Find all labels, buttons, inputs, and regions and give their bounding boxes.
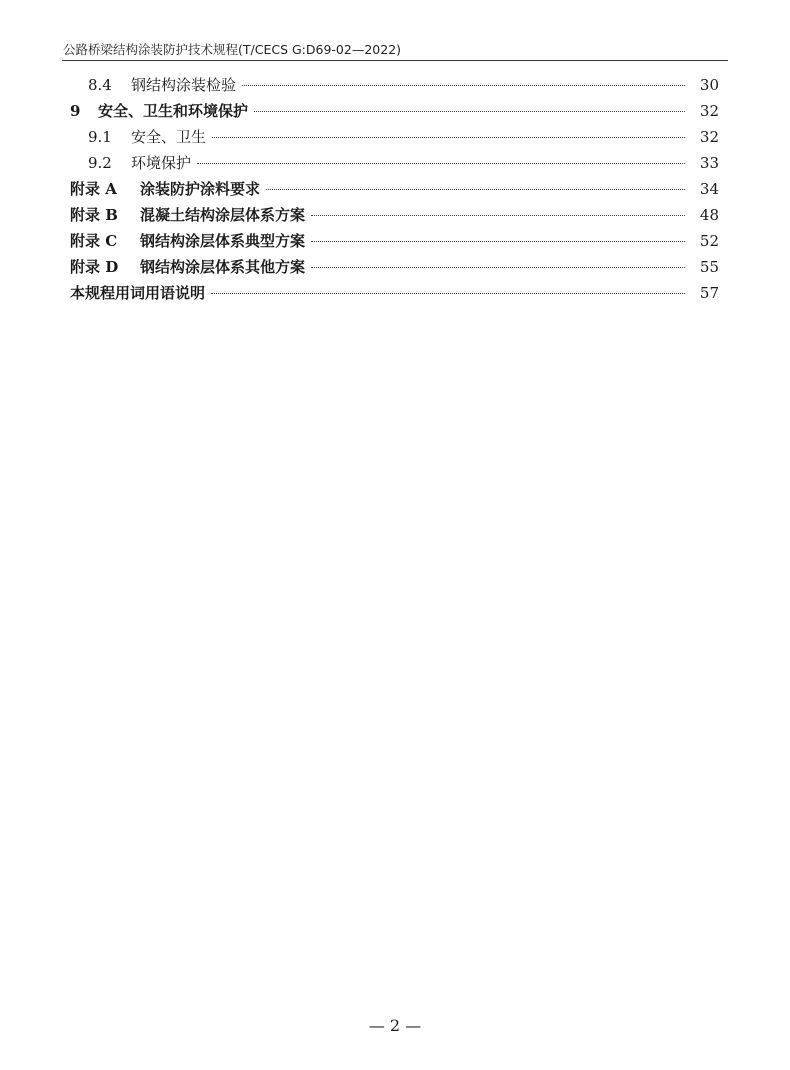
dot-leader: [211, 293, 685, 294]
toc-entry-title: 环境保护: [131, 154, 192, 172]
toc-entry-number: 附录 B: [70, 206, 118, 224]
toc-entry-appendix-b[interactable]: [0, 204, 790, 229]
toc-entry-title: 钢结构涂层体系其他方案: [140, 258, 306, 276]
toc-entry-number: 附录 D: [70, 258, 119, 276]
toc-entry-appendix-d[interactable]: [0, 256, 790, 281]
toc-entry-title: 涂装防护涂料要求: [140, 180, 261, 198]
toc-entry-appendix-c[interactable]: [0, 230, 790, 255]
dot-leader: [266, 189, 685, 190]
toc-entry-appendix-a[interactable]: [0, 178, 790, 203]
dot-leader: [242, 85, 685, 86]
toc-entry-page: 34: [699, 180, 719, 198]
toc-entry-number: 9.1: [88, 128, 112, 146]
dot-leader: [254, 111, 685, 112]
toc-entry-title: 本规程用词用语说明: [70, 284, 206, 302]
dot-leader: [311, 215, 685, 216]
toc-entry-title: 混凝土结构涂层体系方案: [140, 206, 306, 224]
header-rule: [62, 60, 728, 61]
toc-entry-title: 钢结构涂层体系典型方案: [140, 232, 306, 250]
toc-entry-8-4[interactable]: [0, 74, 790, 99]
toc-entry-page: 30: [699, 76, 719, 94]
toc-entry-page: 48: [699, 206, 719, 224]
running-header: 公路桥梁结构涂装防护技术规程(T/CECS G:D69-02—2022): [63, 42, 402, 57]
toc-entry-number: 9.2: [88, 154, 112, 172]
toc-entry-page: 52: [699, 232, 719, 250]
toc-entry-number: 附录 A: [70, 180, 117, 198]
toc-entry-number: 8.4: [88, 76, 112, 94]
dot-leader: [197, 163, 685, 164]
toc-entry-page: 55: [699, 258, 719, 276]
toc-entry-title: 安全、卫生: [131, 128, 207, 146]
toc-entry-terms-explanation[interactable]: [0, 282, 790, 307]
toc-entry-title: 钢结构涂装检验: [131, 76, 237, 94]
toc-entry-9-1[interactable]: [0, 126, 790, 151]
toc-entry-number: 附录 C: [70, 232, 118, 250]
toc-entry-9-2[interactable]: [0, 152, 790, 177]
toc-entry-9[interactable]: [0, 100, 790, 125]
page-number: — 2 —: [368, 1016, 422, 1035]
dot-leader: [311, 267, 685, 268]
toc-entry-title: 安全、卫生和环境保护: [98, 102, 249, 120]
dot-leader: [311, 241, 685, 242]
toc-entry-page: 57: [699, 284, 719, 302]
toc-entry-number: 9: [70, 102, 81, 120]
toc-entry-page: 32: [699, 128, 719, 146]
toc-entry-page: 32: [699, 102, 719, 120]
dot-leader: [212, 137, 685, 138]
toc-entry-page: 33: [699, 154, 719, 172]
